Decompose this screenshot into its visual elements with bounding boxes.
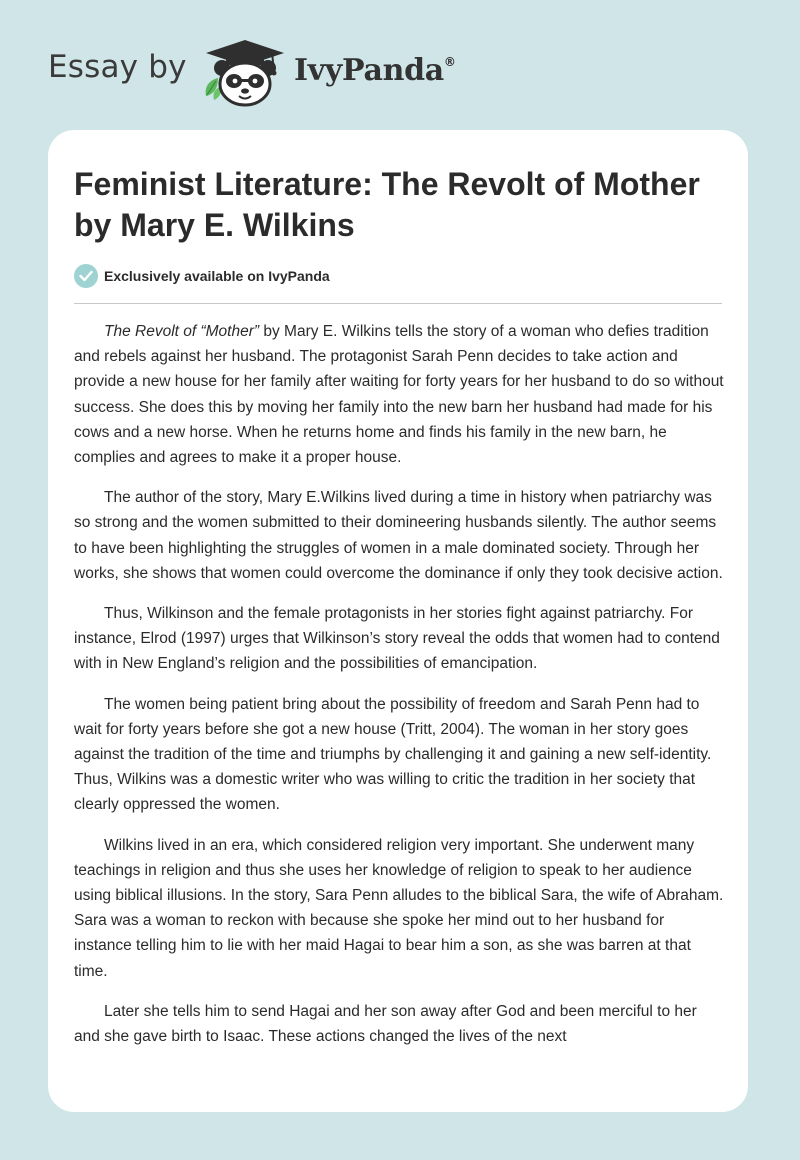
- essay-title: Feminist Literature: The Revolt of Mother by Mary E. Wilkins: [74, 166, 700, 243]
- brand-logo-text[interactable]: IvyPanda®: [294, 53, 456, 88]
- exclusive-badge-label: Exclusively available on IvyPanda: [104, 268, 330, 284]
- story-title-italic: The Revolt of “Mother”: [104, 323, 260, 340]
- essay-by-label: Essay by: [48, 49, 187, 85]
- paragraph-4: The women being patient bring about the possibility of freedom and Sarah Penn had to wait for forty years before she got a new house (Tritt, 2004). The woman in her story goes against the tradition of the time and triumphs by challenging it and gaining a new self-identity. Thus, Wilkins was a domestic writer who was willing to critic the tradition in her society that clearly oppressed the women.: [74, 695, 712, 814]
- paragraph-2: The author of the story, Mary E.Wilkins lived during a time in history when patriarchy was so strong and the women submitted to their domineering husbands silently. The author seems to have been highlighting the struggles of women in a male dominated society. Through her works, she shows that women could overcome the dominance if only they took decisive action.: [74, 489, 723, 582]
- title-divider: [74, 303, 722, 304]
- paragraph-1: The Revolt of “Mother” by Mary E. Wilkins tells the story of a woman who defies tradition and rebels against her husband. The protagonist Sarah Penn decides to take action and provide a new house for her family after waiting for forty years for her husband to do so without success. She does this by moving her family into the new barn her husband had made for his cows and a new horse. When he returns home and finds his family in the new barn, he complies and agrees to make it a proper house.: [74, 323, 724, 467]
- panda-graduation-cap-icon[interactable]: [200, 38, 290, 108]
- registered-mark: ®: [443, 55, 456, 69]
- paragraph-6: Later she tells him to send Hagai and her son away after God and been merciful to her and she gave birth to Isaac. These actions changed the lives of the next: [74, 1002, 697, 1046]
- paragraph-3: Thus, Wilkinson and the female protagonists in her stories fight against patriarchy. For instance, Elrod (1997) urges that Wilkinson’s story reveal the odds that women had to contend with in New England’s religion and the possibilities of emancipation.: [74, 605, 720, 673]
- essay-body: [74, 319, 724, 1064]
- exclusive-badge: [74, 264, 330, 288]
- site-header: [48, 36, 508, 108]
- essay-card: [48, 130, 748, 1112]
- paragraph-5: Wilkins lived in an era, which considered religion very important. She underwent many teachings in religion and thus she uses her knowledge of religion to speak to her audience using biblical illusions. In the story, Sara Penn alludes to the biblical Sara, the wife of Abraham. Sara was a woman to reckon with because she spoke her mind out to her husband for instance telling him to lie with her maid Hagai to bear him a son, as she was barren at that time.: [74, 836, 724, 980]
- check-circle-icon: [74, 264, 98, 288]
